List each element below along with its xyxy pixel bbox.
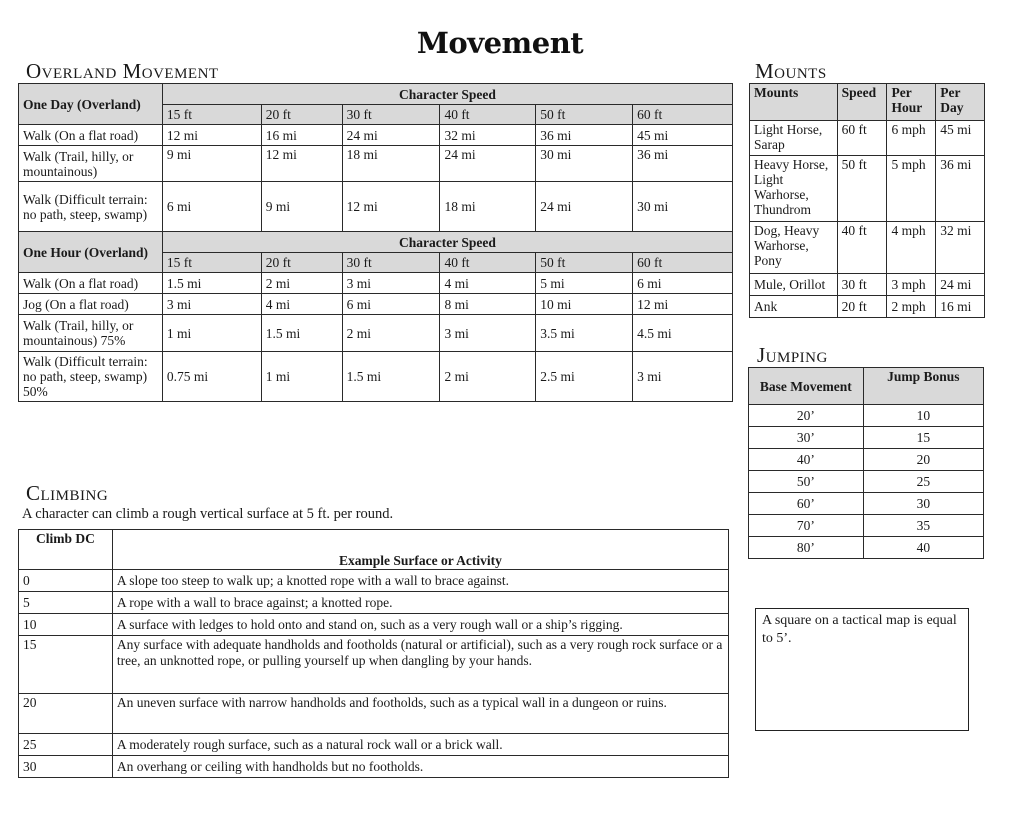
value-cell: 2 mi bbox=[342, 315, 440, 352]
table-row bbox=[19, 294, 733, 315]
page-title: Movement bbox=[416, 26, 584, 60]
climb-dc: 20 bbox=[19, 694, 113, 734]
row-label: Walk (Difficult terrain: no path, steep, swamp) bbox=[19, 182, 163, 232]
speed-cell: 50 ft bbox=[536, 105, 633, 125]
table-row bbox=[19, 125, 733, 146]
mounts-heading: Mounts bbox=[755, 59, 827, 83]
table-row bbox=[19, 315, 733, 352]
climb-text: A slope too steep to walk up; a knotted rope with a wall to brace against. bbox=[112, 570, 728, 592]
mounts-col-name: Mounts bbox=[750, 84, 838, 121]
jump-col-bonus: Jump Bonus bbox=[863, 368, 983, 405]
value-cell: 24 mi bbox=[536, 182, 633, 232]
value-cell: 4 mi bbox=[261, 294, 342, 315]
climb-text: A surface with ledges to hold onto and stand on, such as a very rough wall or a ship’s rigging. bbox=[112, 614, 728, 636]
value-cell: 36 mi bbox=[536, 125, 633, 146]
mount-hour: 4 mph bbox=[887, 222, 936, 274]
value-cell: 36 mi bbox=[633, 146, 733, 182]
climb-text: A rope with a wall to brace against; a knotted rope. bbox=[112, 592, 728, 614]
climb-dc: 10 bbox=[19, 614, 113, 636]
speed-cell: 20 ft bbox=[261, 105, 342, 125]
value-cell: 24 mi bbox=[440, 146, 536, 182]
value-cell: 1.5 mi bbox=[342, 352, 440, 402]
speed-cell: 60 ft bbox=[633, 253, 733, 273]
mount-day: 24 mi bbox=[936, 274, 985, 296]
value-cell: 8 mi bbox=[440, 294, 536, 315]
value-cell: 3 mi bbox=[440, 315, 536, 352]
jump-bonus: 10 bbox=[863, 405, 983, 427]
value-cell: 5 mi bbox=[536, 273, 633, 294]
table-row bbox=[749, 471, 984, 493]
mount-name: Dog, Heavy Warhorse, Pony bbox=[750, 222, 838, 274]
value-cell: 3 mi bbox=[342, 273, 440, 294]
mounts-col-speed: Speed bbox=[837, 84, 887, 121]
value-cell: 12 mi bbox=[162, 125, 261, 146]
climbing-heading: Climbing bbox=[26, 481, 109, 505]
value-cell: 0.75 mi bbox=[162, 352, 261, 402]
table-row bbox=[19, 146, 733, 182]
jump-base: 80’ bbox=[749, 537, 864, 559]
climb-dc: 15 bbox=[19, 636, 113, 694]
climb-text: An overhang or ceiling with handholds but no footholds. bbox=[112, 756, 728, 778]
mount-speed: 50 ft bbox=[837, 156, 887, 222]
speed-cell: 60 ft bbox=[633, 105, 733, 125]
overland-table bbox=[18, 83, 733, 402]
table-row bbox=[19, 756, 729, 778]
day-header: One Day (Overland) bbox=[19, 84, 163, 125]
value-cell: 45 mi bbox=[633, 125, 733, 146]
climb-dc-header: Climb DC bbox=[19, 530, 113, 570]
value-cell: 2 mi bbox=[440, 352, 536, 402]
climbing-intro: A character can climb a rough vertical surface at 5 ft. per round. bbox=[22, 506, 394, 522]
value-cell: 3 mi bbox=[633, 352, 733, 402]
value-cell: 6 mi bbox=[162, 182, 261, 232]
overland-heading: Overland Movement bbox=[26, 59, 219, 83]
row-label: Jog (On a flat road) bbox=[19, 294, 163, 315]
table-row bbox=[749, 537, 984, 559]
jump-base: 50’ bbox=[749, 471, 864, 493]
jump-base: 30’ bbox=[749, 427, 864, 449]
table-row bbox=[19, 570, 729, 592]
speed-cell: 15 ft bbox=[162, 105, 261, 125]
value-cell: 9 mi bbox=[261, 182, 342, 232]
table-row bbox=[19, 592, 729, 614]
jump-bonus: 35 bbox=[863, 515, 983, 537]
value-cell: 4.5 mi bbox=[633, 315, 733, 352]
speed-cell: 15 ft bbox=[162, 253, 261, 273]
value-cell: 18 mi bbox=[342, 146, 440, 182]
jumping-heading: Jumping bbox=[757, 343, 828, 367]
table-row bbox=[19, 352, 733, 402]
jump-bonus: 30 bbox=[863, 493, 983, 515]
speed-cell: 40 ft bbox=[440, 253, 536, 273]
table-row bbox=[19, 614, 729, 636]
row-label: Walk (Difficult terrain: no path, steep, swamp) 50% bbox=[19, 352, 163, 402]
jump-bonus: 15 bbox=[863, 427, 983, 449]
row-label: Walk (On a flat road) bbox=[19, 125, 163, 146]
row-label: Walk (On a flat road) bbox=[19, 273, 163, 294]
mount-name: Light Horse, Sarap bbox=[750, 121, 838, 156]
value-cell: 3 mi bbox=[162, 294, 261, 315]
jump-col-base: Base Movement bbox=[749, 368, 864, 405]
value-cell: 6 mi bbox=[342, 294, 440, 315]
value-cell: 1.5 mi bbox=[261, 315, 342, 352]
jump-base: 40’ bbox=[749, 449, 864, 471]
mount-day: 45 mi bbox=[936, 121, 985, 156]
mount-name: Heavy Horse, Light Warhorse, Thundrom bbox=[750, 156, 838, 222]
value-cell: 2.5 mi bbox=[536, 352, 633, 402]
value-cell: 16 mi bbox=[261, 125, 342, 146]
jumping-table bbox=[748, 367, 984, 559]
value-cell: 9 mi bbox=[162, 146, 261, 182]
table-row bbox=[750, 222, 985, 274]
table-row bbox=[749, 405, 984, 427]
climb-example-header: Example Surface or Activity bbox=[112, 530, 728, 570]
table-row bbox=[749, 449, 984, 471]
mounts-col-day: Per Day bbox=[936, 84, 985, 121]
mount-speed: 20 ft bbox=[837, 296, 887, 318]
table-row bbox=[19, 694, 729, 734]
hour-header: One Hour (Overland) bbox=[19, 232, 163, 273]
table-row bbox=[19, 636, 729, 694]
mount-speed: 40 ft bbox=[837, 222, 887, 274]
value-cell: 3.5 mi bbox=[536, 315, 633, 352]
mounts-col-hour: Per Hour bbox=[887, 84, 936, 121]
speed-cell: 30 ft bbox=[342, 105, 440, 125]
climb-dc: 0 bbox=[19, 570, 113, 592]
value-cell: 1 mi bbox=[162, 315, 261, 352]
value-cell: 10 mi bbox=[536, 294, 633, 315]
value-cell: 1 mi bbox=[261, 352, 342, 402]
climb-text: An uneven surface with narrow handholds and footholds, such as a typical wall in a dungeon or ruins. bbox=[112, 694, 728, 734]
mount-name: Ank bbox=[750, 296, 838, 318]
table-row bbox=[750, 156, 985, 222]
value-cell: 1.5 mi bbox=[162, 273, 261, 294]
jump-base: 20’ bbox=[749, 405, 864, 427]
climb-text: A moderately rough surface, such as a natural rock wall or a brick wall. bbox=[112, 734, 728, 756]
table-row bbox=[19, 182, 733, 232]
jump-bonus: 25 bbox=[863, 471, 983, 493]
mount-day: 16 mi bbox=[936, 296, 985, 318]
value-cell: 6 mi bbox=[633, 273, 733, 294]
speed-cell: 20 ft bbox=[261, 253, 342, 273]
table-row bbox=[749, 427, 984, 449]
mount-speed: 30 ft bbox=[837, 274, 887, 296]
mount-day: 32 mi bbox=[936, 222, 985, 274]
climb-dc: 25 bbox=[19, 734, 113, 756]
table-row bbox=[749, 493, 984, 515]
table-row bbox=[749, 515, 984, 537]
mount-hour: 3 mph bbox=[887, 274, 936, 296]
value-cell: 12 mi bbox=[261, 146, 342, 182]
day-speed-header: Character Speed bbox=[162, 84, 732, 105]
mount-day: 36 mi bbox=[936, 156, 985, 222]
climb-dc: 30 bbox=[19, 756, 113, 778]
row-label: Walk (Trail, hilly, or mountainous) bbox=[19, 146, 163, 182]
value-cell: 32 mi bbox=[440, 125, 536, 146]
speed-cell: 30 ft bbox=[342, 253, 440, 273]
hour-speed-header: Character Speed bbox=[162, 232, 732, 253]
value-cell: 18 mi bbox=[440, 182, 536, 232]
jump-bonus: 20 bbox=[863, 449, 983, 471]
mounts-table bbox=[749, 83, 985, 318]
value-cell: 12 mi bbox=[633, 294, 733, 315]
value-cell: 30 mi bbox=[633, 182, 733, 232]
climb-dc: 5 bbox=[19, 592, 113, 614]
tactical-map-note: A square on a tactical map is equal to 5’. bbox=[755, 608, 969, 731]
jump-bonus: 40 bbox=[863, 537, 983, 559]
mount-hour: 2 mph bbox=[887, 296, 936, 318]
table-row bbox=[19, 273, 733, 294]
speed-cell: 40 ft bbox=[440, 105, 536, 125]
mount-hour: 5 mph bbox=[887, 156, 936, 222]
jump-base: 70’ bbox=[749, 515, 864, 537]
speed-cell: 50 ft bbox=[536, 253, 633, 273]
row-label: Walk (Trail, hilly, or mountainous) 75% bbox=[19, 315, 163, 352]
jump-base: 60’ bbox=[749, 493, 864, 515]
mount-hour: 6 mph bbox=[887, 121, 936, 156]
value-cell: 30 mi bbox=[536, 146, 633, 182]
value-cell: 2 mi bbox=[261, 273, 342, 294]
table-row bbox=[750, 121, 985, 156]
climb-text: Any surface with adequate handholds and footholds (natural or artificial), such as a very rough rock surface or a tree, an unknotted rope, or pulling yourself up when dangling by your hands. bbox=[112, 636, 728, 694]
table-row bbox=[19, 734, 729, 756]
table-row bbox=[750, 296, 985, 318]
value-cell: 24 mi bbox=[342, 125, 440, 146]
table-row bbox=[750, 274, 985, 296]
mount-speed: 60 ft bbox=[837, 121, 887, 156]
value-cell: 12 mi bbox=[342, 182, 440, 232]
value-cell: 4 mi bbox=[440, 273, 536, 294]
climbing-table bbox=[18, 529, 729, 778]
mount-name: Mule, Orillot bbox=[750, 274, 838, 296]
